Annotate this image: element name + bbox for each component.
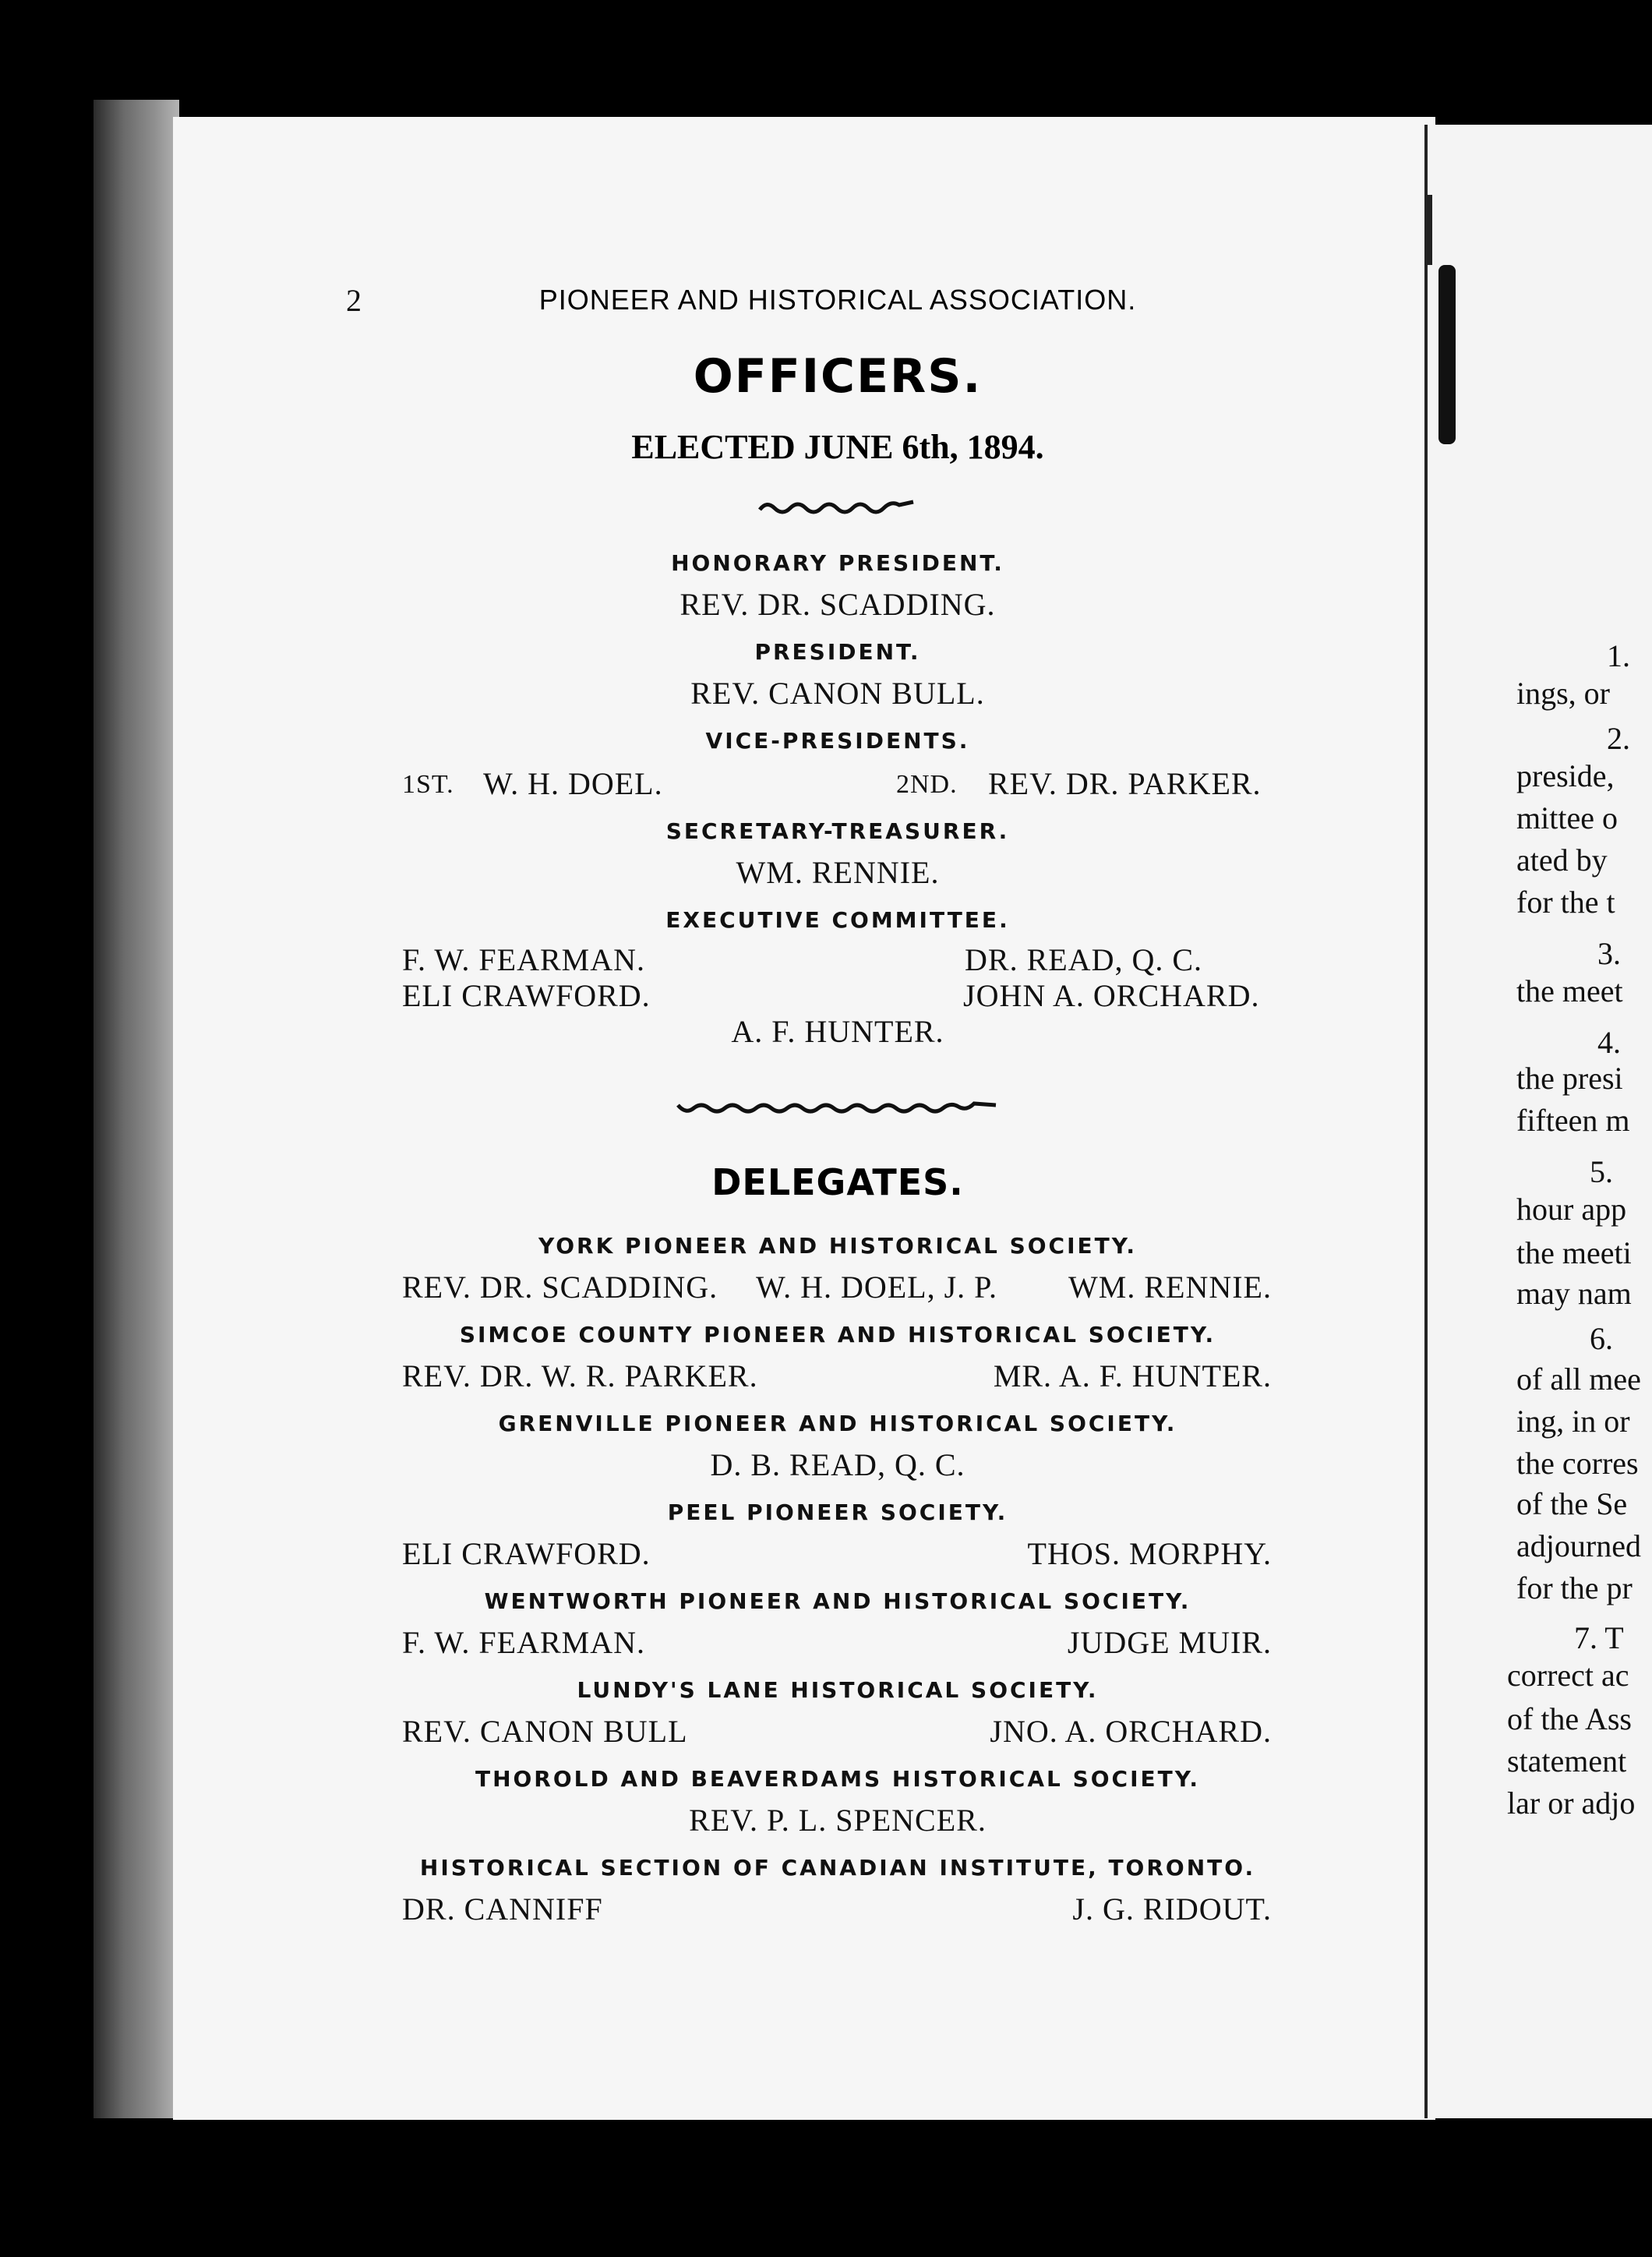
delegate-name: REV. DR. SCADDING.	[402, 1270, 718, 1305]
running-head: PIONEER AND HISTORICAL ASSOCIATION.	[538, 284, 1137, 316]
right-page-fragment: ing, in or	[1516, 1404, 1630, 1439]
right-page-fragment: 6.	[1590, 1321, 1613, 1356]
society-label: PEEL PIONEER SOCIETY.	[667, 1499, 1008, 1525]
exec-member: A. F. HUNTER.	[731, 1014, 944, 1049]
gutter-tear	[1438, 265, 1456, 444]
society-label: YORK PIONEER AND HISTORICAL SOCIETY.	[538, 1233, 1138, 1259]
vp1-ordinal: 1ST.	[402, 770, 454, 799]
officers-heading: OFFICERS.	[693, 349, 983, 404]
delegate-name: DR. CANNIFF	[402, 1891, 603, 1927]
delegate-name: REV. DR. W. R. PARKER.	[402, 1358, 758, 1393]
vp2-name: REV. DR. PARKER.	[988, 766, 1262, 801]
right-page-fragment: of the Ass	[1507, 1701, 1632, 1736]
right-page-fragment: statement	[1507, 1743, 1627, 1778]
elected-date: ELECTED JUNE 6th, 1894.	[631, 428, 1044, 466]
delegate-name: D. B. READ, Q. C.	[710, 1447, 965, 1482]
society-label: HISTORICAL SECTION OF CANADIAN INSTITUTE, TORONTO.	[419, 1855, 1256, 1881]
exec-member: JOHN A. ORCHARD.	[963, 978, 1260, 1013]
delegate-name: J. G. RIDOUT.	[1072, 1891, 1272, 1927]
vp2-ordinal: 2ND.	[896, 770, 958, 799]
right-page-fragment: correct ac	[1507, 1658, 1629, 1693]
right-page-fragment: lar or adjo	[1507, 1785, 1636, 1821]
vp1-name: W. H. DOEL.	[483, 766, 663, 801]
right-page-fragment: 4.	[1597, 1025, 1621, 1060]
right-page-fragment: ated by	[1516, 842, 1608, 878]
right-page-fragment: the meeti	[1516, 1235, 1632, 1270]
right-page-fragment: the presi	[1516, 1061, 1623, 1096]
society-label: SIMCOE COUNTY PIONEER AND HISTORICAL SOCIETY.	[459, 1322, 1216, 1347]
honorary-president-label: HONORARY PRESIDENT.	[671, 550, 1004, 576]
delegate-name: ELI CRAWFORD.	[402, 1536, 651, 1571]
honorary-president-name: REV. DR. SCADDING.	[680, 587, 996, 622]
right-page-fragment: the meet	[1516, 973, 1623, 1008]
president-label: PRESIDENT.	[754, 639, 921, 665]
long-wavy-ornament	[675, 1094, 1002, 1121]
exec-member: ELI CRAWFORD.	[402, 978, 651, 1013]
right-page-fragment: 5.	[1590, 1154, 1613, 1189]
right-page-fragment: ings, or	[1516, 676, 1610, 711]
right-page-fragment: hour app	[1516, 1192, 1627, 1227]
delegate-name: W. H. DOEL, J. P.	[756, 1270, 997, 1305]
delegate-name: JNO. A. ORCHARD.	[990, 1714, 1272, 1749]
society-label: WENTWORTH PIONEER AND HISTORICAL SOCIETY.	[484, 1588, 1191, 1614]
gutter-shadow	[1426, 195, 1432, 265]
delegate-name: JUDGE MUIR.	[1067, 1625, 1272, 1660]
executive-committee-label: EXECUTIVE COMMITTEE.	[665, 907, 1010, 933]
right-page-fragment: 3.	[1597, 936, 1621, 971]
right-page-fragment: of all mee	[1516, 1362, 1641, 1397]
delegate-name: THOS. MORPHY.	[1027, 1536, 1272, 1571]
right-page-fragment: the corres	[1516, 1446, 1639, 1481]
society-label: THOROLD AND BEAVERDAMS HISTORICAL SOCIETY.	[475, 1766, 1201, 1792]
right-page-fragment: 1.	[1607, 638, 1630, 673]
right-page-fragment: of the Se	[1516, 1486, 1628, 1521]
right-page-fragment: for the pr	[1516, 1570, 1633, 1605]
exec-member: DR. READ, Q. C.	[965, 942, 1203, 977]
society-label: LUNDY'S LANE HISTORICAL SOCIETY.	[577, 1677, 1099, 1703]
delegate-name: F. W. FEARMAN.	[402, 1625, 645, 1660]
right-page-fragment: adjourned	[1516, 1528, 1641, 1563]
book-page-edges	[94, 100, 179, 2118]
president-name: REV. CANON BULL.	[690, 676, 985, 711]
short-wavy-ornament	[757, 496, 918, 519]
society-label: GRENVILLE PIONEER AND HISTORICAL SOCIETY.	[498, 1411, 1177, 1436]
delegate-name: MR. A. F. HUNTER.	[993, 1358, 1272, 1393]
delegates-heading: DELEGATES.	[711, 1161, 964, 1203]
page-number: 2	[346, 283, 362, 318]
delegate-name: REV. CANON BULL	[402, 1714, 688, 1749]
delegate-name: WM. RENNIE.	[1068, 1270, 1272, 1305]
right-page-fragment: fifteen m	[1516, 1103, 1630, 1138]
right-page-fragment: 2.	[1607, 721, 1630, 756]
right-page-fragment: 7. T	[1574, 1620, 1624, 1655]
secretary-treasurer-label: SECRETARY-TREASURER.	[665, 818, 1010, 844]
vice-presidents-label: VICE-PRESIDENTS.	[705, 728, 970, 754]
right-page-fragment: preside,	[1516, 758, 1615, 793]
right-page-fragment: may nam	[1516, 1276, 1632, 1311]
right-page-fragment: mittee o	[1516, 800, 1618, 835]
secretary-treasurer-name: WM. RENNIE.	[736, 855, 940, 890]
exec-member: F. W. FEARMAN.	[402, 942, 645, 977]
right-page-fragment: for the t	[1516, 885, 1615, 920]
delegate-name: REV. P. L. SPENCER.	[689, 1803, 987, 1838]
